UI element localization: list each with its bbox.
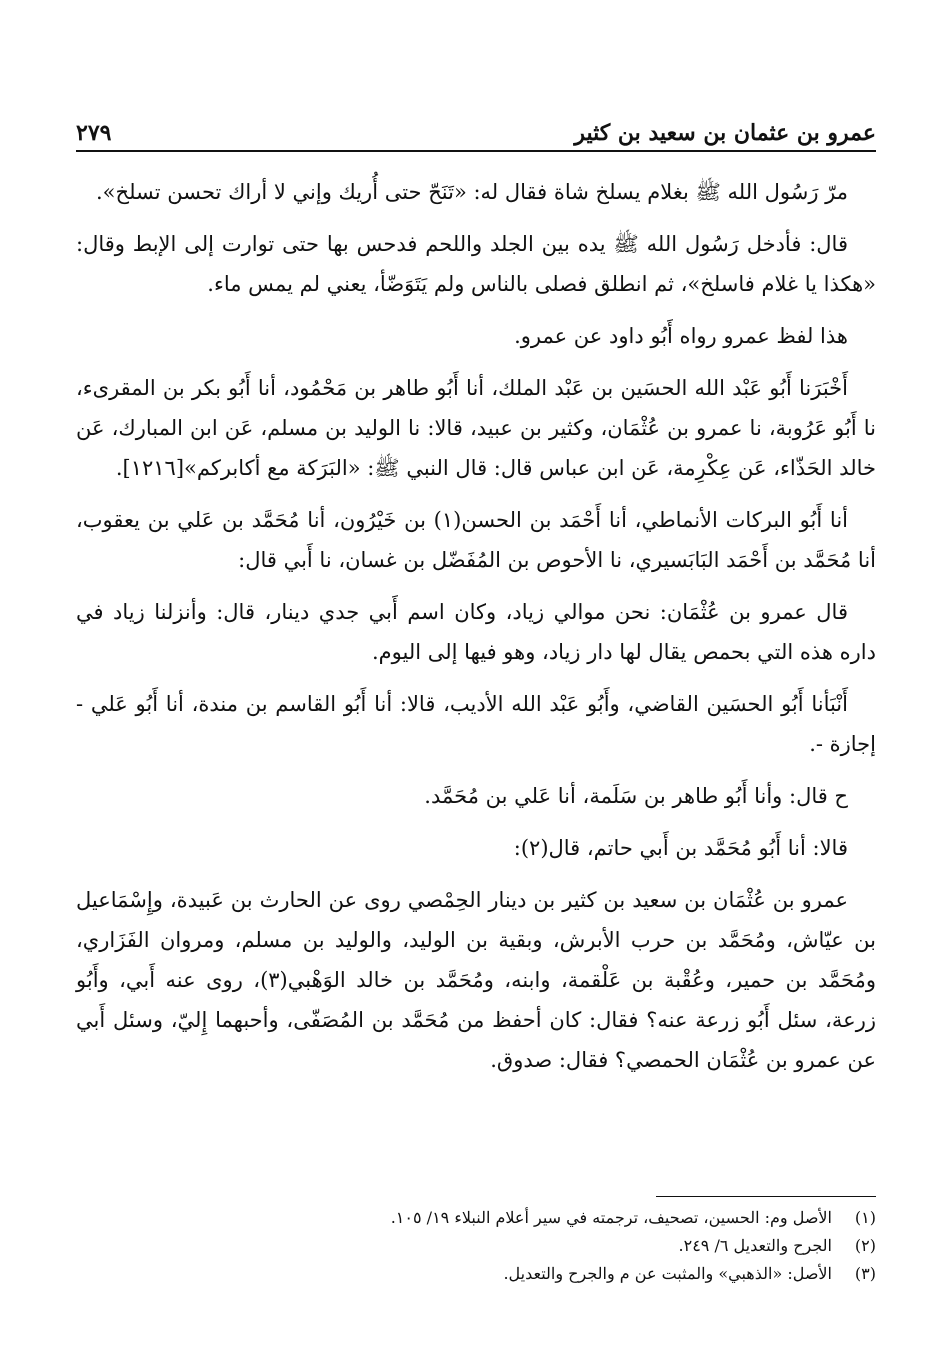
footnote-text: الأصل: «الذهبي» والمثبت عن م والجرح والتعديل. (503, 1264, 832, 1283)
paragraph: هذا لفظ عمرو رواه أَبُو داود عن عمرو. (514, 324, 848, 348)
footnote-divider (656, 1196, 876, 1197)
footnote (76, 1204, 876, 1232)
footnote-number: (٣) (854, 1264, 876, 1283)
footnote-text: الأصل وم: الحسين، تصحيف، ترجمته في سير أعلام النبلاء ١٩/ ١٠٥. (390, 1208, 832, 1227)
main-text (76, 172, 876, 1092)
paragraph: عمرو بن عُثْمَان بن سعيد بن كثير بن دينار الحِمْصي روى عن الحارث بن عَبيدة، وإِسْمَاعيل بن عيّاش، ومُحَمَّد بن حرب الأبرش، وبقية بن الوليد، والوليد بن مسلم، ومروان الفَزَاري، ومُحَمَّد بن حمير، وعُقْبة بن عَلْقمة، وابنه، ومُحَمَّد بن خالد الوَهْبي(٣)، روى عنه أَبي، وأَبُو زرعة، سئل أَبُو زرعة عنه؟ فقال: كان أحفظ من مُحَمَّد بن المُصَفّى، وأحبهما إِليّ، وسئل أَبي عن عمرو بن عُثْمَان الحمصي؟ فقال: صدوق. (76, 888, 876, 1072)
paragraph: قالا: أنا أَبُو مُحَمَّد بن أَبي حاتم، قال(٢): (513, 836, 848, 860)
page-header (76, 104, 876, 152)
footnote (76, 1260, 876, 1288)
footnote-text: الجرح والتعديل ٦/ ٢٤٩. (678, 1236, 832, 1255)
footnotes (76, 1204, 876, 1288)
running-title: عمرو بن عثمان بن سعيد بن كثير (574, 120, 876, 146)
footnote (76, 1232, 876, 1260)
paragraph: قال عمرو بن عُثْمَان: نحن موالي زياد، وكان اسم أَبي جدي دينار، قال: وأنزلنا زياد في داره هذه التي بحمص يقال لها دار زياد، وهو فيها إلى اليوم. (76, 600, 876, 664)
page-number: ٢٧٩ (76, 120, 112, 146)
paragraph: أَخْبَرَنا أَبُو عَبْد الله الحسَين بن عَبْد الملك، أنا أَبُو طاهر بن مَحْمُود، أنا أَبُو بكر بن المقرىء، نا أَبُو عَرُوبة، نا عمرو بن عُثْمَان، وكثير بن عبيد، قالا: نا الوليد بن مسلم، عَن ابن المبارك، عَن خالد الحَذّاء، عَن عِكْرِمة، عَن ابن عباس قال: قال النبي ﷺ: «البَرَكة مع أكابركم»[١٢١٦]. (76, 376, 876, 480)
paragraph: مرّ رَسُول الله ﷺ بغلام يسلخ شاة فقال له: «تَنَحّ حتى أُريك وإني لا أراك تحسن تسلخ». (95, 180, 848, 204)
paragraph: أنا أَبُو البركات الأنماطي، أنا أَحْمَد بن الحسن(١) بن خَيْرُون، أنا مُحَمَّد بن عَلي بن يعقوب، أنا مُحَمَّد بن أَحْمَد البَابَسيري، نا الأحوص بن المُفَضّل بن غسان، نا أَبي قال: (76, 508, 876, 572)
paragraph: قال: فأدخل رَسُول الله ﷺ يده بين الجلد واللحم فدحس بها حتى توارت إلى الإبط وقال: «هكذا يا غلام فاسلخ»، ثم انطلق فصلى بالناس ولم يَتَوَضّأ، يعني لم يمس ماء. (76, 232, 876, 296)
footnote-number: (٢) (854, 1236, 876, 1255)
footnote-number: (١) (854, 1208, 876, 1227)
paragraph: ح قال: وأنا أَبُو طاهر بن سَلَمة، أنا عَلي بن مُحَمَّد. (424, 784, 848, 808)
paragraph: أَنْبَأنا أَبُو الحسَين القاضي، وأَبُو عَبْد الله الأديب، قالا: أنا أَبُو القاسم بن مندة، أنا أَبُو عَلي - إجازة -. (76, 692, 876, 756)
